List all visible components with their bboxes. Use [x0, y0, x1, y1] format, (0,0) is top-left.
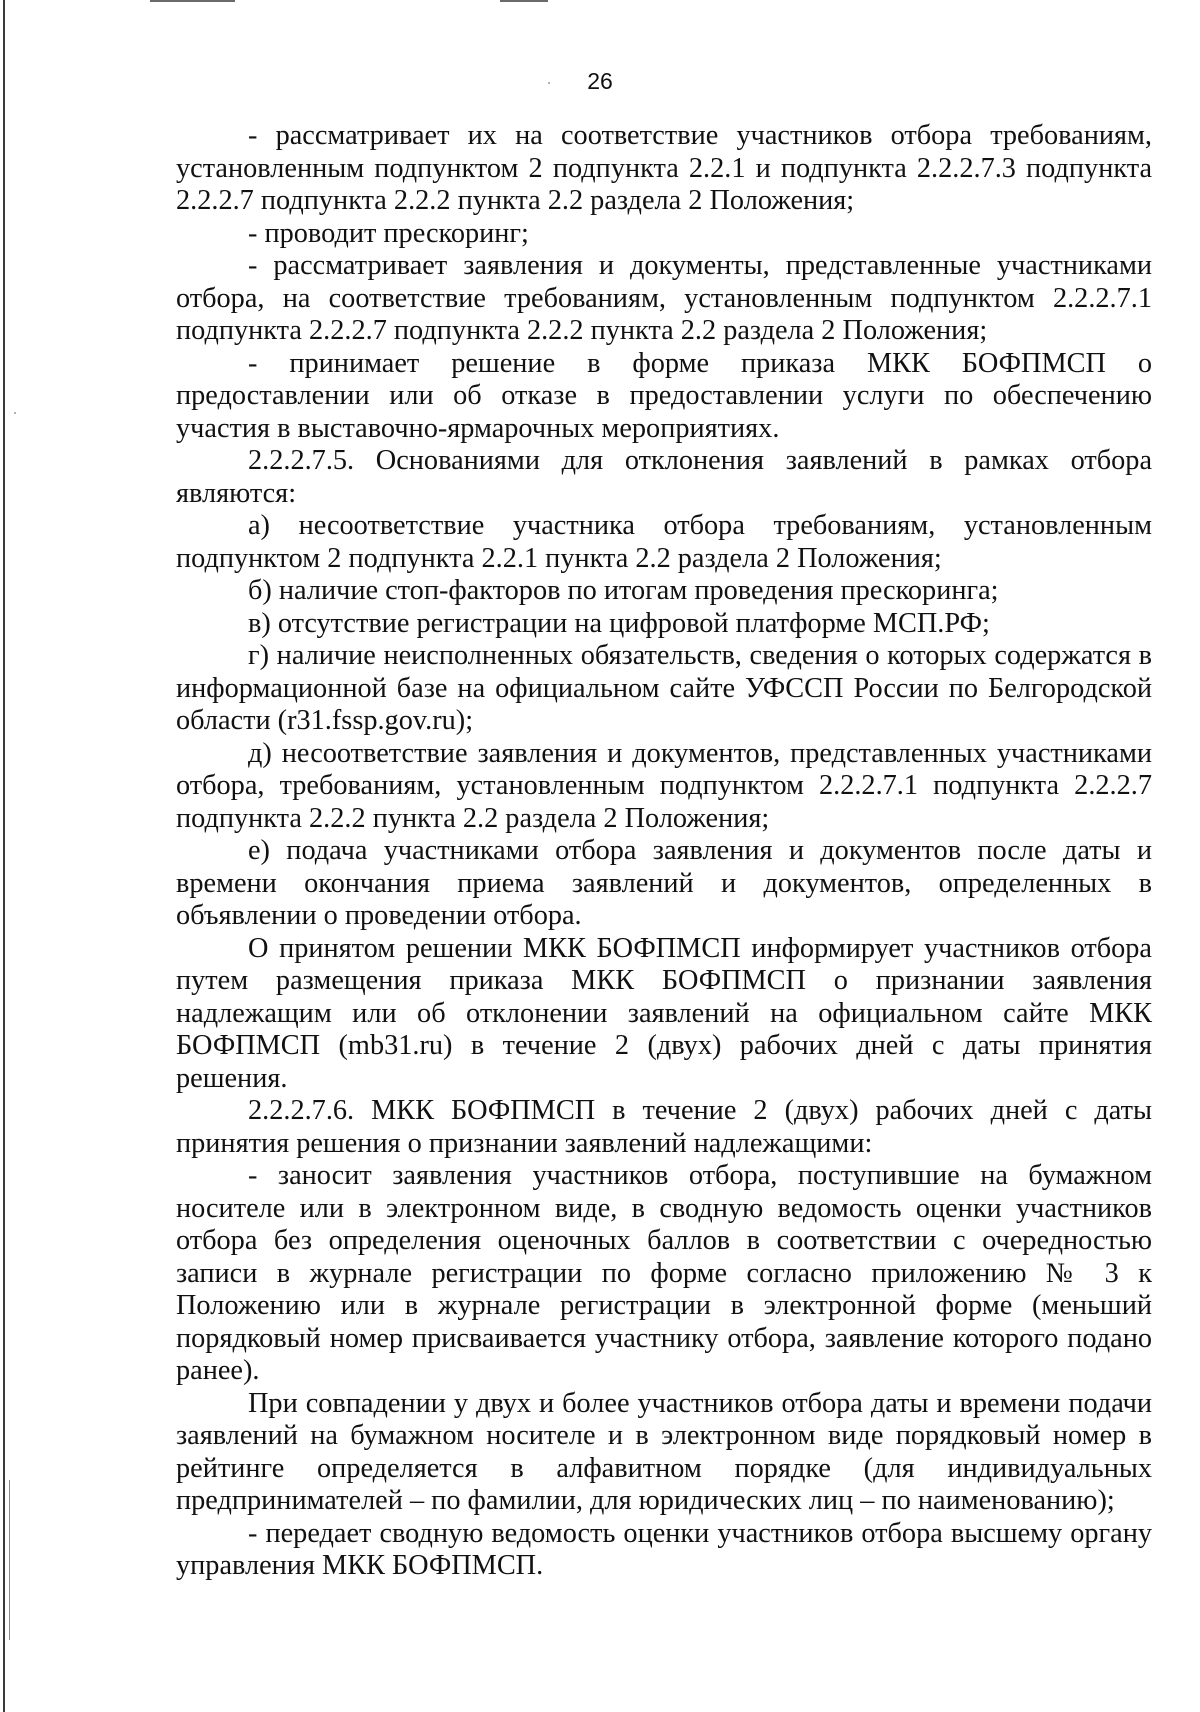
paragraph: г) наличие неисполненных обязательств, сведения о которых содержатся в информационной базе на официальном сайте УФССП России по Белгородской области (r31.fssp.gov.ru);: [176, 640, 1152, 736]
paragraph: 2.2.2.7.5. Основаниями для отклонения заявлений в рамках отбора являются:: [176, 445, 1152, 509]
paragraph: б) наличие стоп-факторов по итогам проведения прескоринга;: [248, 575, 999, 606]
scan-top-mark: [500, 0, 548, 2]
scan-top-mark: [150, 0, 235, 2]
paragraph: е) подача участниками отбора заявления и документов после даты и времени окончания приема заявлений и документов, определенных в объявлении о проведении отбора.: [176, 835, 1152, 931]
document-body: [176, 120, 1152, 1583]
scan-edge-left: [3, 0, 5, 1712]
paragraph: а) несоответствие участника отбора требованиям, установленным подпунктом 2 подпункта 2.2.1 пункта 2.2 раздела 2 Положения;: [176, 510, 1152, 574]
paragraph: О принятом решении МКК БОФПМСП информирует участников отбора путем размещения приказа МКК БОФПМСП о признании заявления надлежащим или об отклонении заявлений на официальном сайте МКК БОФПМСП (mb31.ru) в течение 2 (двух) рабочих дней с даты принятия решения.: [176, 932, 1152, 1094]
scan-edge-left-mark: [9, 1480, 10, 1640]
paragraph: - проводит прескоринг;: [248, 217, 529, 249]
paragraph: - принимает решение в форме приказа МКК БОФПМСП о предоставлении или об отказе в предоставлении услуги по обеспечению участия в выставочно-ярмарочных мероприятиях.: [176, 347, 1152, 444]
paragraph: - заносит заявления участников отбора, поступившие на бумажном носителе или в электронном виде, в сводную ведомость оценки участников отбора без определения оценочных баллов в соответствии с очередностью записи в журнале регистрации по форме согласно приложению № 3 к Положению или в журнале регистрации в электронной форме (меньший порядковый номер присваивается участнику отбора, заявление которого подано ранее).: [176, 1160, 1152, 1386]
scan-speck: [14, 412, 16, 414]
page-number: 26: [587, 68, 613, 94]
paragraph: - рассматривает их на соответствие участников отбора требованиям, установленным подпунктом 2 подпункта 2.2.1 и подпункта 2.2.2.7.3 подпункта 2.2.2.7 подпункта 2.2.2 пункта 2.2 раздела 2 Положения;: [176, 120, 1152, 216]
paragraph: - передает сводную ведомость оценки участников отбора высшему органу управления МКК БОФПМСП.: [176, 1517, 1152, 1581]
paragraph: При совпадении у двух и более участников отбора даты и времени подачи заявлений на бумажном носителе и в электронном виде порядковый номер в рейтинге определяется в алфавитном порядке (для индивидуальных предпринимателей – по фамилии, для юридических лиц – по наименованию);: [176, 1387, 1152, 1516]
paragraph: - рассматривает заявления и документы, представленные участниками отбора, на соответствие требованиям, установленным подпунктом 2.2.2.7.1 подпункта 2.2.2.7 подпункта 2.2.2 пункта 2.2 раздела 2 Положения;: [176, 250, 1152, 346]
paragraph: в) отсутствие регистрации на цифровой платформе МСП.РФ;: [248, 607, 990, 639]
paragraph: д) несоответствие заявления и документов, представленных участниками отбора, требованиям, установленным подпунктом 2.2.2.7.1 подпункта 2.2.2.7 подпункта 2.2.2 пункта 2.2 раздела 2 Положения;: [176, 737, 1152, 834]
paragraph: 2.2.2.7.6. МКК БОФПМСП в течение 2 (двух) рабочих дней с даты принятия решения о признании заявлений надлежащими:: [176, 1095, 1152, 1159]
